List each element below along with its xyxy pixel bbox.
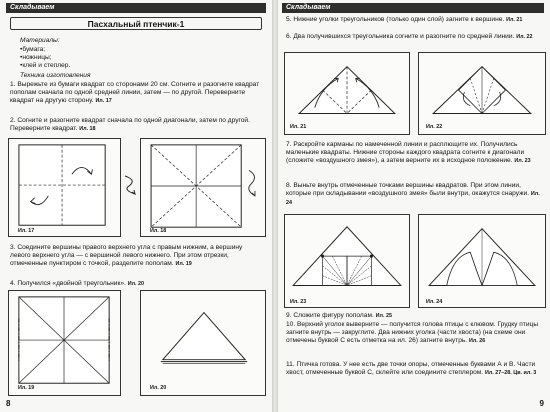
square-crease-pattern-diagram xyxy=(9,291,120,395)
corners-fold-up-diagram xyxy=(285,53,409,134)
figure-reference: Ил. 17 xyxy=(95,97,112,104)
figure-reference: Ил. 21 xyxy=(506,17,523,23)
step-3-text: 3. Соедините вершины правого верхнего угла с правым нижним, а вершину левого верхнего угла — с вершиной левого нижнего. При этом отрезки, отмеченные пунктиром с точкой, разделите пополам. Ил. 19 xyxy=(10,244,243,267)
figure-18 xyxy=(140,138,266,237)
diamond-crease-diagram xyxy=(419,53,545,134)
step-5-text: 5. Нижние уголки треугольников (только один слой) загните к вершине. Ил. 21 xyxy=(286,16,523,23)
figure-18-label: Ил. 18 xyxy=(150,228,167,234)
figure-22 xyxy=(418,52,546,135)
step-1-text: 1. Вырежьте из бумаги квадрат со сторонами 20 см. Согните и разогните квадрат пополам сначала по одной средней линии, затем — по другой. Переверните квадрат на другую сторону. Ил. 17 xyxy=(10,81,260,104)
right-page xyxy=(278,0,550,412)
figure-reference: Ил. 24 xyxy=(286,190,540,206)
square-diagonal-folds-diagram xyxy=(141,139,265,236)
figure-reference: Ил. 27–28. Цв. ил. 3 xyxy=(484,369,537,376)
figure-reference: Ил. 23 xyxy=(514,157,531,164)
turn-over-arrow-icon xyxy=(122,172,140,196)
figure-23 xyxy=(284,214,410,308)
figure-reference: Ил. 20 xyxy=(127,281,145,287)
left-page xyxy=(0,0,272,412)
petal-fold-diagram xyxy=(419,215,545,307)
page-number-right: 9 xyxy=(539,399,544,408)
figure-reference: Ил. 18 xyxy=(79,125,96,132)
page-number-left: 8 xyxy=(6,399,11,408)
figure-21 xyxy=(284,52,410,135)
figure-24 xyxy=(418,214,546,308)
figure-21-label: Ил. 21 xyxy=(290,124,307,130)
figure-17-label: Ил. 17 xyxy=(18,228,35,234)
double-triangle-diagram xyxy=(141,291,265,395)
figure-24-label: Ил. 24 xyxy=(426,299,443,305)
project-title: Пасхальный птенчик-1 xyxy=(10,17,262,30)
figure-20-label: Ил. 20 xyxy=(150,385,167,391)
figure-reference: Ил. 25 xyxy=(375,313,392,319)
figure-reference: Ил. 26 xyxy=(468,337,486,344)
step-9-text: 9. Сложите фигуру пополам. Ил. 25 xyxy=(286,312,392,319)
materials-heading: Материалы: xyxy=(20,37,60,44)
step-11-text: 11. Птичка готова. У нее есть две точки опоры, отмеченные буквами А и В. Части хвост, отмеченные буквой С, склейте или соедините степлером. Ил. 27–28. Цв. ил. 3 xyxy=(286,361,537,376)
technique-heading: Техника изготовления xyxy=(20,72,91,79)
figure-22-label: Ил. 22 xyxy=(426,124,443,130)
step-10-text: 10. Верхний уголок выверните — получится голова птицы с клювом. Грудку птицы загните внутрь — закруглите. Два нижних уголка (части хвоста) (на схеме они отмечены буквой С есть отметка на ил. 26) загните внутрь. Ил. 26 xyxy=(286,321,539,344)
step-7-text: 7. Раскройте карманы по намеченной линии и расплющите их. Получились маленькие квадраты. Нижние стороны каждого квадрата согните к диагонали (сложите «воздушного змея»), а затем верните их в исходное положение. Ил. 23 xyxy=(286,141,531,164)
materials-item: • клей и степлер. xyxy=(20,62,70,70)
step-8-text: 8. Выньте внутрь отмеченные точками вершины квадратов. При этом линии, которые при складывании «воздушного змея» были внутри, окажутся снаружи. Ил. 24 xyxy=(286,182,540,206)
figure-reference: Ил. 22 xyxy=(516,34,533,40)
step-2-text: 2. Согните и разогните квадрат сначала по одной диагонали, затем по другой. Переверните квадрат. Ил. 18 xyxy=(10,117,250,132)
figure-reference: Ил. 19 xyxy=(175,260,192,267)
figure-23-label: Ил. 23 xyxy=(290,299,307,305)
right-running-header: Складываем xyxy=(282,3,544,13)
kite-folds-diagram xyxy=(285,215,409,307)
figure-17 xyxy=(8,138,121,237)
materials-item: • ножницы; xyxy=(20,54,70,62)
step-6-text: 6. Два получившихся треугольника согните и разогните по средней линии. Ил. 22 xyxy=(286,33,533,40)
figure-19-label: Ил. 19 xyxy=(18,385,35,391)
left-running-header: Складываем xyxy=(6,3,266,13)
figure-19 xyxy=(8,290,121,396)
figure-20 xyxy=(140,290,266,396)
square-midline-folds-diagram xyxy=(9,139,120,236)
materials-list xyxy=(20,46,70,70)
materials-item: • бумага; xyxy=(20,46,70,54)
step-4-text: 4. Получился «двойной треугольник». Ил. 20 xyxy=(10,280,145,287)
